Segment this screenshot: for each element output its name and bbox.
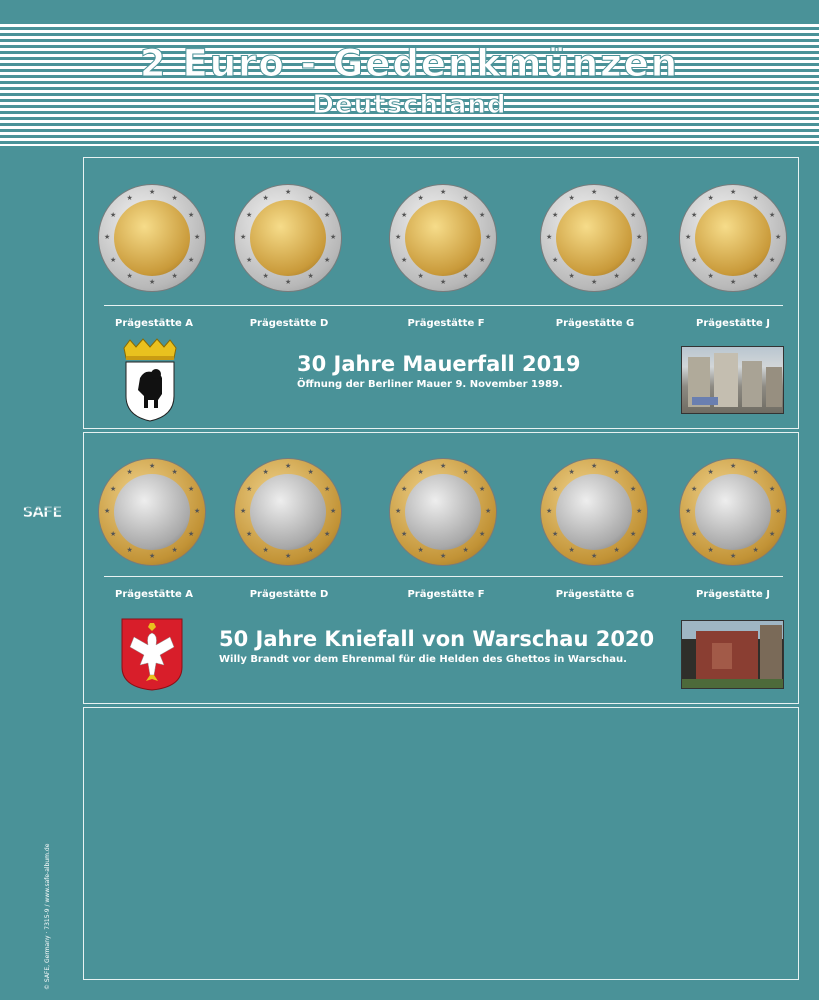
coin-slot-5[interactable] bbox=[679, 458, 787, 566]
coin-star-icon: ★ bbox=[707, 468, 714, 477]
coin-star-icon: ★ bbox=[636, 233, 643, 241]
coin-star-icon: ★ bbox=[246, 529, 253, 538]
coin-star-icon: ★ bbox=[262, 194, 269, 203]
coin-star-icon: ★ bbox=[591, 188, 598, 196]
coin-star-icon: ★ bbox=[485, 507, 492, 515]
coin-star-icon: ★ bbox=[126, 194, 133, 203]
coin-star-icon: ★ bbox=[401, 210, 408, 219]
coin-star-icon: ★ bbox=[126, 271, 133, 280]
coin-star-icon: ★ bbox=[591, 462, 598, 470]
coin-star-icon: ★ bbox=[478, 210, 486, 219]
coin-star-icon: ★ bbox=[629, 484, 637, 493]
coin-slot-2[interactable] bbox=[234, 458, 342, 566]
coin-star-icon: ★ bbox=[307, 194, 314, 203]
coin-star-icon: ★ bbox=[285, 278, 292, 286]
section-divider bbox=[104, 305, 783, 306]
coin-star-icon: ★ bbox=[629, 210, 637, 219]
coin-star-icon: ★ bbox=[552, 484, 559, 493]
coin-star-icon: ★ bbox=[262, 468, 269, 477]
coin-star-icon: ★ bbox=[149, 278, 156, 286]
berlin-coat-of-arms-icon bbox=[118, 338, 182, 422]
coin-star-icon: ★ bbox=[552, 210, 559, 219]
coin-slot-1[interactable] bbox=[98, 184, 206, 292]
safe-logo bbox=[22, 500, 62, 520]
coin-star-icon: ★ bbox=[149, 552, 156, 560]
coin-star-icon: ★ bbox=[262, 545, 269, 554]
berlin-wall-photo bbox=[681, 346, 784, 414]
warsaw-memorial-photo bbox=[681, 620, 784, 689]
section-title: 30 Jahre Mauerfall 2019 bbox=[297, 352, 581, 376]
coin-star-icon: ★ bbox=[707, 545, 714, 554]
coin-star-icon: ★ bbox=[126, 545, 133, 554]
coin-star-icon: ★ bbox=[691, 210, 698, 219]
coin-star-icon: ★ bbox=[440, 552, 447, 560]
mint-label: Prägestätte F bbox=[407, 589, 485, 600]
poland-coat-of-arms-icon bbox=[120, 617, 184, 691]
coin-star-icon: ★ bbox=[707, 271, 714, 280]
coin-star-icon: ★ bbox=[110, 210, 117, 219]
coin-star-icon: ★ bbox=[171, 545, 178, 554]
coin-star-icon: ★ bbox=[685, 233, 692, 241]
coin-star-icon: ★ bbox=[187, 484, 195, 493]
coin-star-icon: ★ bbox=[285, 552, 292, 560]
coin-star-icon: ★ bbox=[730, 552, 737, 560]
coin-star-icon: ★ bbox=[110, 529, 117, 538]
mint-label: Prägestätte A bbox=[115, 589, 193, 600]
coin-star-icon: ★ bbox=[401, 255, 408, 264]
empty-panel bbox=[83, 707, 799, 980]
coin-star-icon: ★ bbox=[462, 194, 469, 203]
copyright-text: © SAFE, Germany · 7315-9 / www.safe-album.de bbox=[44, 843, 51, 990]
coin-star-icon: ★ bbox=[691, 529, 698, 538]
coin-slot-4[interactable] bbox=[540, 458, 648, 566]
coin-star-icon: ★ bbox=[568, 271, 575, 280]
mint-label: Prägestätte J bbox=[696, 318, 770, 329]
section-title: 50 Jahre Kniefall von Warschau 2020 bbox=[219, 627, 655, 651]
coin-star-icon: ★ bbox=[240, 233, 247, 241]
coin-star-icon: ★ bbox=[691, 255, 698, 264]
coin-star-icon: ★ bbox=[546, 233, 553, 241]
coin-star-icon: ★ bbox=[285, 462, 292, 470]
coin-panel-2 bbox=[83, 432, 799, 704]
coin-star-icon: ★ bbox=[546, 507, 553, 515]
coin-star-icon: ★ bbox=[323, 210, 331, 219]
coin-star-icon: ★ bbox=[194, 233, 201, 241]
coin-star-icon: ★ bbox=[730, 188, 737, 196]
mint-label: Prägestätte G bbox=[555, 589, 635, 600]
coin-star-icon: ★ bbox=[768, 529, 776, 538]
coin-star-icon: ★ bbox=[110, 484, 117, 493]
coin-star-icon: ★ bbox=[685, 507, 692, 515]
section-subtitle: Öffnung der Berliner Mauer 9. November 1989. bbox=[297, 379, 563, 390]
coin-star-icon: ★ bbox=[417, 468, 424, 477]
coin-star-icon: ★ bbox=[775, 233, 782, 241]
coin-star-icon: ★ bbox=[323, 255, 331, 264]
coin-star-icon: ★ bbox=[462, 545, 469, 554]
coin-star-icon: ★ bbox=[126, 468, 133, 477]
section-subtitle: Willy Brandt vor dem Ehrenmal für die Helden des Ghettos in Warschau. bbox=[219, 654, 627, 665]
coin-star-icon: ★ bbox=[636, 507, 643, 515]
coin-star-icon: ★ bbox=[568, 545, 575, 554]
coin-star-icon: ★ bbox=[591, 552, 598, 560]
coin-star-icon: ★ bbox=[285, 188, 292, 196]
page-title: 2 Euro - Gedenkmünzen bbox=[139, 42, 680, 85]
coin-star-icon: ★ bbox=[246, 484, 253, 493]
coin-star-icon: ★ bbox=[691, 484, 698, 493]
coin-star-icon: ★ bbox=[768, 484, 776, 493]
mint-label: Prägestätte D bbox=[249, 589, 329, 600]
coin-star-icon: ★ bbox=[187, 255, 195, 264]
coin-star-icon: ★ bbox=[752, 271, 759, 280]
coin-star-icon: ★ bbox=[440, 278, 447, 286]
coin-star-icon: ★ bbox=[194, 507, 201, 515]
coin-star-icon: ★ bbox=[752, 468, 759, 477]
coin-star-icon: ★ bbox=[246, 255, 253, 264]
coin-star-icon: ★ bbox=[613, 194, 620, 203]
coin-star-icon: ★ bbox=[462, 271, 469, 280]
coin-star-icon: ★ bbox=[478, 529, 486, 538]
coin-slot-3[interactable] bbox=[389, 458, 497, 566]
coin-star-icon: ★ bbox=[730, 462, 737, 470]
coin-star-icon: ★ bbox=[149, 462, 156, 470]
coin-slot-4[interactable] bbox=[540, 184, 648, 292]
mint-label: Prägestätte D bbox=[249, 318, 329, 329]
coin-star-icon: ★ bbox=[262, 271, 269, 280]
mint-label: Prägestätte G bbox=[555, 318, 635, 329]
coin-star-icon: ★ bbox=[149, 188, 156, 196]
coin-star-icon: ★ bbox=[613, 271, 620, 280]
coin-star-icon: ★ bbox=[462, 468, 469, 477]
coin-slot-1[interactable] bbox=[98, 458, 206, 566]
coin-star-icon: ★ bbox=[104, 233, 111, 241]
coin-slot-2[interactable] bbox=[234, 184, 342, 292]
mint-label: Prägestätte F bbox=[407, 318, 485, 329]
coin-star-icon: ★ bbox=[752, 545, 759, 554]
coin-star-icon: ★ bbox=[707, 194, 714, 203]
coin-star-icon: ★ bbox=[775, 507, 782, 515]
coin-star-icon: ★ bbox=[307, 271, 314, 280]
coin-star-icon: ★ bbox=[440, 188, 447, 196]
coin-star-icon: ★ bbox=[187, 210, 195, 219]
coin-slot-3[interactable] bbox=[389, 184, 497, 292]
coin-star-icon: ★ bbox=[171, 468, 178, 477]
coin-star-icon: ★ bbox=[417, 271, 424, 280]
coin-star-icon: ★ bbox=[752, 194, 759, 203]
coin-slot-5[interactable] bbox=[679, 184, 787, 292]
coin-star-icon: ★ bbox=[323, 484, 331, 493]
coin-star-icon: ★ bbox=[440, 462, 447, 470]
coin-star-icon: ★ bbox=[171, 194, 178, 203]
coin-star-icon: ★ bbox=[307, 545, 314, 554]
coin-star-icon: ★ bbox=[568, 194, 575, 203]
coin-star-icon: ★ bbox=[187, 529, 195, 538]
coin-star-icon: ★ bbox=[478, 484, 486, 493]
coin-star-icon: ★ bbox=[307, 468, 314, 477]
coin-panel-1 bbox=[83, 157, 799, 429]
coin-star-icon: ★ bbox=[246, 210, 253, 219]
coin-star-icon: ★ bbox=[171, 271, 178, 280]
coin-star-icon: ★ bbox=[552, 255, 559, 264]
coin-star-icon: ★ bbox=[330, 233, 337, 241]
svg-text:SAFE: SAFE bbox=[22, 503, 62, 521]
coin-star-icon: ★ bbox=[552, 529, 559, 538]
coin-star-icon: ★ bbox=[568, 468, 575, 477]
mint-label: Prägestätte A bbox=[115, 318, 193, 329]
coin-star-icon: ★ bbox=[613, 468, 620, 477]
coin-star-icon: ★ bbox=[401, 529, 408, 538]
coin-star-icon: ★ bbox=[110, 255, 117, 264]
coin-star-icon: ★ bbox=[395, 507, 402, 515]
coin-star-icon: ★ bbox=[485, 233, 492, 241]
coin-star-icon: ★ bbox=[395, 233, 402, 241]
coin-star-icon: ★ bbox=[591, 278, 598, 286]
page-subtitle: Deutschland bbox=[312, 90, 507, 120]
coin-star-icon: ★ bbox=[629, 529, 637, 538]
coin-star-icon: ★ bbox=[330, 507, 337, 515]
section-divider bbox=[104, 576, 783, 577]
coin-star-icon: ★ bbox=[417, 194, 424, 203]
coin-star-icon: ★ bbox=[104, 507, 111, 515]
coin-star-icon: ★ bbox=[768, 255, 776, 264]
coin-star-icon: ★ bbox=[240, 507, 247, 515]
coin-star-icon: ★ bbox=[417, 545, 424, 554]
coin-star-icon: ★ bbox=[613, 545, 620, 554]
mint-label: Prägestätte J bbox=[696, 589, 770, 600]
coin-star-icon: ★ bbox=[323, 529, 331, 538]
coin-star-icon: ★ bbox=[730, 278, 737, 286]
coin-star-icon: ★ bbox=[478, 255, 486, 264]
coin-star-icon: ★ bbox=[768, 210, 776, 219]
coin-star-icon: ★ bbox=[401, 484, 408, 493]
coin-star-icon: ★ bbox=[629, 255, 637, 264]
